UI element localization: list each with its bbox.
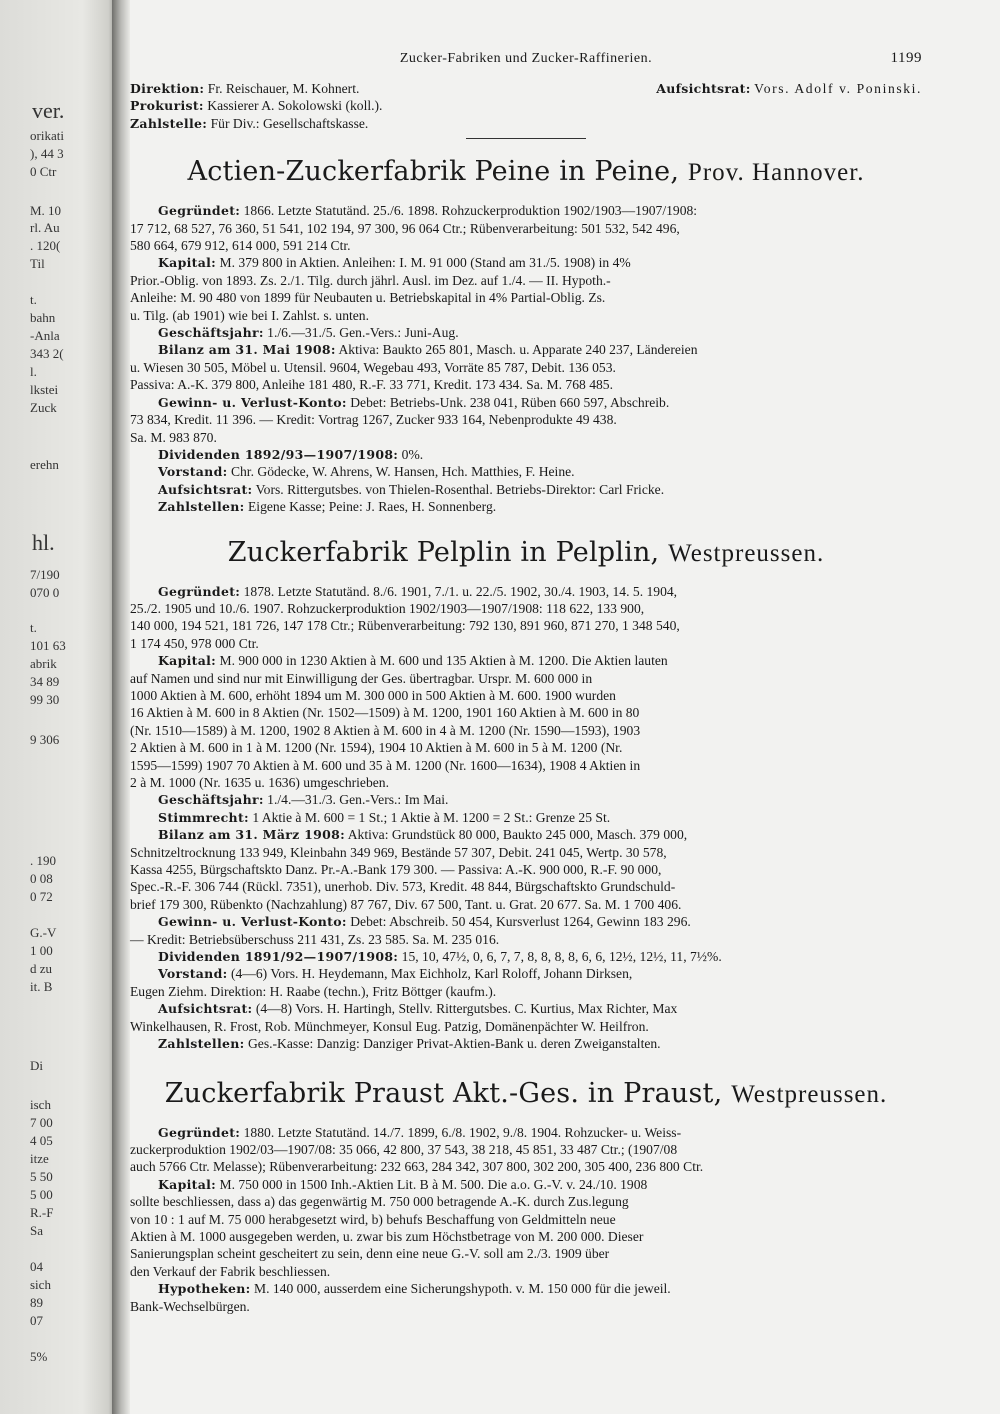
field-label: Kapital: — [158, 1176, 217, 1192]
entry-continuation-line — [130, 774, 922, 791]
entry-field-line — [130, 498, 922, 515]
field-text: Spec.-R.-F. 306 744 (Rückl. 7351), unerhob. Div. 573, Kredit. 48 844, Bürgschaftskto Grundschuld- — [130, 879, 676, 895]
company-title: Zuckerfabrik Praust Akt.-Ges. in Praust, — [164, 1077, 723, 1109]
facing-page-fragment: 1 00 — [30, 943, 53, 958]
entry-field-line — [130, 583, 922, 600]
field-label: Geschäftsjahr: — [158, 325, 264, 341]
field-label: Bilanz am 31. März 1908: — [158, 827, 346, 843]
entry-field-line — [130, 1176, 922, 1193]
entry-field-line — [130, 394, 922, 411]
entry-field-line — [130, 948, 922, 965]
entry-continuation-line — [130, 931, 922, 948]
field-text: M. 379 800 in Aktien. Anleihen: I. M. 91 000 (Stand am 31./5. 1908) in 4% — [219, 255, 631, 271]
facing-page-fragment: -Anla — [30, 328, 60, 343]
facing-page-fragment: 101 63 — [30, 638, 66, 653]
field-text: 2 à M. 1000 (Nr. 1635 u. 1636) umgeschrieben. — [130, 775, 389, 790]
facing-page-fragment: t. — [30, 292, 37, 307]
entry-continuation-line — [130, 757, 922, 774]
page-number: 1199 — [890, 50, 922, 66]
entry-field-line — [130, 791, 922, 808]
company-region: Prov. Hannover. — [687, 159, 865, 187]
field-text: 16 Aktien à M. 600 in 8 Aktien (Nr. 1502—1509) à M. 1200, 1901 160 Aktien à M. 600 in 80 — [130, 705, 640, 721]
page-content — [130, 50, 922, 1315]
field-text: Winkelhausen, R. Frost, Rob. Münchmeyer, Konsul Eug. Patzig, Domänenpächter W. Heilfron. — [130, 1018, 649, 1034]
field-label: Gegründet: — [158, 203, 241, 219]
field-text: Anleihe: M. 90 480 von 1899 für Neubauten u. Betriebskapital in 4% Partial-Oblig. Zs. — [130, 290, 606, 306]
prokurist-label: Prokurist: — [130, 98, 204, 114]
field-label: Stimmrecht: — [158, 809, 249, 825]
entry-continuation-line — [130, 600, 922, 617]
field-text: Vors. Rittergutsbes. von Thielen-Rosenthal. Betriebs-Direktor: Carl Fricke. — [255, 481, 665, 497]
facing-page-fragment: rl. Au — [30, 220, 60, 235]
entry-continuation-line — [130, 289, 922, 306]
field-text: u. Wiesen 30 505, Möbel u. Utensil. 9604, Wegebau 493, Vorräte 85 787, Debit. 136 053. — [130, 359, 616, 375]
facing-page-fragment: 9 306 — [30, 732, 60, 747]
field-label: Zahlstellen: — [158, 1036, 245, 1052]
facing-page-fragment: R.-F — [30, 1205, 54, 1220]
aufsichtsrat-text: Vors. Adolf v. Poninski. — [754, 81, 922, 96]
facing-page-fragment: Di — [30, 1058, 43, 1073]
field-text: Eigene Kasse; Peine: J. Raes, H. Sonnenberg. — [247, 499, 497, 515]
field-text: 1./4.—31./3. Gen.-Vers.: Im Mai. — [267, 792, 449, 808]
field-text: Aktiva: Grundstück 80 000, Baukto 245 000, Masch. 379 000, — [347, 827, 688, 843]
facing-page-fragment: lkstei — [30, 382, 59, 397]
field-text: 1./6.—31./5. Gen.-Vers.: Juni-Aug. — [267, 325, 459, 341]
field-label: Vorstand: — [158, 464, 228, 480]
facing-page-fragment: orikati — [30, 128, 64, 143]
entry-field-line — [130, 809, 922, 826]
field-text: auf Namen und sind nur mit Einwilligung der Ges. übertragbar. Urspr. M. 600 000 in — [130, 670, 593, 686]
facing-page-fragment: 5 00 — [30, 1187, 53, 1202]
entry-continuation-line — [130, 359, 922, 376]
entry-field-line — [130, 913, 922, 930]
entry-continuation-line — [130, 307, 922, 324]
field-text: zuckerproduktion 1902/03—1907/08: 35 066, 42 800, 37 543, 38 218, 45 851, 33 487 Ctr.; (1907/08 — [130, 1141, 678, 1157]
field-text: Ges.-Kasse: Danzig: Danziger Privat-Aktien-Bank u. deren Zweiganstalten. — [247, 1036, 661, 1052]
entry-field-line — [130, 1124, 922, 1141]
facing-page-fragment: . 120( — [30, 238, 61, 253]
field-text: 1 Aktie à M. 600 = 1 St.; 1 Aktie à M. 1200 = 2 St.: Grenze 25 St. — [252, 809, 611, 825]
field-label: Dividenden 1891/92—1907/1908: — [158, 949, 399, 965]
facing-page-fragment: itze — [30, 1151, 49, 1166]
field-label: Gegründet: — [158, 583, 241, 599]
entry-continuation-line — [130, 1018, 922, 1035]
facing-page-fragment: 5% — [30, 1349, 48, 1364]
entry-continuation-line — [130, 739, 922, 756]
entry-continuation-line — [130, 411, 922, 428]
field-text: Debet: Abschreib. 50 454, Kursverlust 1264, Gewinn 183 296. — [350, 914, 691, 930]
company-region: Westpreussen. — [668, 539, 825, 567]
entry-continuation-line — [130, 1228, 922, 1245]
facing-page-fragment: Til — [30, 256, 45, 271]
entry-continuation-line — [130, 1245, 922, 1262]
entry-field-line — [130, 1280, 922, 1297]
field-text: 580 664, 679 912, 614 000, 591 214 Ctr. — [130, 238, 351, 254]
field-text: Debet: Betriebs-Unk. 238 041, Rüben 660 597, Abschreib. — [350, 394, 670, 410]
entry-continuation-line — [130, 635, 922, 652]
facing-page-fragment: bahn — [30, 310, 56, 325]
field-text: von 10 : 1 auf M. 75 000 herabgesetzt wird, b) behufs Beschaffung von Geldmitteln neue — [130, 1211, 616, 1227]
entry-continuation-line — [130, 1158, 922, 1175]
field-text: 1595—1599) 1907 70 Aktien à M. 600 und 35 à M. 1200 (Nr. 1600—1634), 1908 4 Aktien in — [130, 757, 641, 773]
field-label: Aufsichtsrat: — [158, 481, 253, 497]
facing-page-fragment: 5 50 — [30, 1169, 53, 1184]
facing-page-fragment: ), 44 3 — [30, 146, 64, 161]
field-text: M. 750 000 in 1500 Inh.-Aktien Lit. B à M. 500. Die a.o. G.-V. v. 24./10. 1908 — [219, 1176, 648, 1192]
entry-continuation-line — [130, 844, 922, 861]
facing-page-fragment: 7/190 — [30, 567, 60, 582]
field-text: M. 900 000 in 1230 Aktien à M. 600 und 135 Aktien à M. 1200. Die Aktien lauten — [219, 653, 668, 669]
field-text: Aktiva: Baukto 265 801, Masch. u. Apparate 240 237, Ländereien — [338, 342, 698, 358]
entry-field-line — [130, 481, 922, 498]
facing-page-fragment: 07 — [30, 1313, 43, 1328]
field-label: Dividenden 1892/93—1907/1908: — [158, 446, 399, 462]
entry-field-line — [130, 324, 922, 341]
facing-page-fragment: 0 72 — [30, 889, 53, 904]
entry-continuation-line — [130, 704, 922, 721]
field-text: Schnitzeltrocknung 133 949, Kleinbahn 349 969, Bestände 57 307, Debit. 241 045, Wertp. 30 578, — [130, 844, 667, 860]
field-text: 140 000, 194 521, 181 726, 147 178 Ctr.; Rübenverarbeitung: 792 130, 891 960, 871 270, 1 348 540, — [130, 618, 680, 634]
entry-continuation-line — [130, 429, 922, 446]
entry-field-line — [130, 652, 922, 669]
facing-page-fragment: erehn — [30, 457, 59, 472]
entry-continuation-line — [130, 1141, 922, 1158]
facing-page-fragment: 34 89 — [30, 674, 60, 689]
facing-page-fragment: Zuck — [30, 400, 57, 415]
entry-continuation-line — [130, 687, 922, 704]
facing-page-fragment: G.-V — [30, 925, 57, 940]
field-label: Geschäftsjahr: — [158, 792, 264, 808]
field-text: Kassa 4255, Bürgschaftskto Danz. Pr.-A.-Bank 179 300. — Passiva: A.-K. 900 000, R.-F. 90 000, — [130, 862, 662, 878]
company-entries — [130, 157, 922, 1315]
field-text: (4—8) Vors. H. Hartingh, Stellv. Rittergutsbes. C. Kurtius, Max Richter, Max — [255, 1001, 678, 1017]
facing-page-fragment: Sa — [30, 1223, 43, 1238]
entry-continuation-line — [130, 670, 922, 687]
entry-field-line — [130, 826, 922, 843]
facing-page-fragment: 343 2( — [30, 346, 64, 361]
facing-page-edge — [0, 0, 118, 1414]
company-entry — [130, 538, 922, 1053]
field-label: Kapital: — [158, 653, 217, 669]
facing-page-fragment: 99 30 — [30, 692, 60, 707]
facing-page-fragment: 0 Ctr — [30, 164, 57, 179]
facing-page-fragment: 0 08 — [30, 871, 53, 886]
entry-field-line — [130, 965, 922, 982]
facing-page-fragment: 89 — [30, 1295, 43, 1310]
facing-page-fragment: ver. — [32, 98, 65, 123]
entry-continuation-line — [130, 878, 922, 895]
field-label: Bilanz am 31. Mai 1908: — [158, 342, 336, 358]
company-title: Zuckerfabrik Pelplin in Pelplin, — [227, 536, 660, 568]
field-text: sollte beschliessen, dass a) das gegenwärtig M. 750 000 betragende A.-K. durch Zus.legung — [130, 1194, 629, 1210]
field-text: 17 712, 68 527, 76 360, 51 541, 102 194, 97 300, 96 064 Ctr.; Rübenverarbeitung: 501 532, 542 496, — [130, 220, 680, 236]
company-region: Westpreussen. — [731, 1080, 888, 1108]
field-text: Sanierungsplan scheint gescheitert zu sein, denn eine neue G.-V. soll am 2./3. 1909 über — [130, 1246, 610, 1262]
field-text: Prior.-Oblig. von 1893. Zs. 2./1. Tilg. durch jährl. Ausl. im Dez. auf 1./4. — II. Hypoth.- — [130, 272, 611, 288]
facing-page-fragment: 070 0 — [30, 585, 60, 600]
field-text: Aktien à M. 1000 ausgegeben werden, u. zwar bis zum Höchstbetrage von M. 200 000. Dieser — [130, 1228, 644, 1244]
company-name — [130, 157, 922, 188]
facing-page-fragment: hl. — [32, 530, 55, 555]
entry-field-line — [130, 341, 922, 358]
field-label: Hypotheken: — [158, 1281, 251, 1297]
field-text: auch 5766 Ctr. Melasse); Rübenverarbeitung: 232 663, 284 342, 307 800, 302 200, 305 400, 236 800 Ctr. — [130, 1159, 704, 1175]
field-text: Sa. M. 983 870. — [130, 429, 217, 445]
field-text: — Kredit: Betriebsüberschuss 211 431, Zs. 23 585. Sa. M. 235 016. — [130, 931, 500, 947]
facing-page-fragment: . 190 — [30, 853, 56, 868]
field-label: Aufsichtsrat: — [158, 1001, 253, 1017]
field-label: Gegründet: — [158, 1124, 241, 1140]
company-entry — [130, 157, 922, 515]
aufsichtsrat-label: Aufsichtsrat: — [656, 81, 751, 96]
company-entry — [130, 1079, 922, 1315]
field-text: Passiva: A.-K. 379 800, Anleihe 181 480, R.-F. 33 771, Kredit. 173 434. Sa. M. 768 485. — [130, 377, 613, 393]
field-text: 1878. Letzte Statutänd. 8./6. 1901, 7./1. u. 22./5. 1902, 30./4. 1903, 14. 5. 1904, — [243, 583, 678, 599]
zahlstelle-text: Für Div.: Gesellschaftskasse. — [210, 115, 369, 131]
facing-page-fragment: abrik — [30, 656, 57, 671]
field-text: M. 140 000, ausserdem eine Sicherungshypoth. v. M. 150 000 für die jeweil. — [254, 1281, 671, 1297]
company-title: Actien-Zuckerfabrik Peine in Peine, — [187, 156, 680, 188]
field-text: u. Tilg. (ab 1901) wie bei I. Zahlst. s. unten. — [130, 307, 370, 323]
running-head-title: Zucker-Fabriken und Zucker-Raffinerien. — [399, 51, 653, 66]
entry-continuation-line — [130, 1263, 922, 1280]
entry-continuation-line — [130, 237, 922, 254]
entry-continuation-line — [130, 896, 922, 913]
entry-continuation-line — [130, 1193, 922, 1210]
zahlstelle-label: Zahlstelle: — [130, 115, 208, 131]
field-text: brief 179 300, Rübenkto (Nachzahlung) 87 767, Div. 67 500, Tant. u. Grat. 20 677. Sa. M. 1 700 406. — [130, 896, 682, 912]
field-label: Gewinn- u. Verlust-Konto: — [158, 394, 347, 410]
book-gutter — [112, 0, 130, 1414]
field-label: Kapital: — [158, 255, 217, 271]
separator-rule — [466, 138, 586, 139]
field-text: 1866. Letzte Statutänd. 25./6. 1898. Rohzuckerproduktion 1902/1903—1907/1908: — [243, 203, 698, 219]
entry-field-line — [130, 1035, 922, 1052]
field-text: Bank-Wechselbürgen. — [130, 1298, 250, 1314]
field-text: 73 834, Kredit. 11 396. — Kredit: Vortrag 1267, Zucker 933 164, Nebenprodukte 49 438. — [130, 412, 617, 428]
facing-page-fragment: t. — [30, 620, 37, 635]
entry-continuation-line — [130, 1211, 922, 1228]
facing-page-fragment: sich — [30, 1277, 51, 1292]
facing-page-fragment: 4 05 — [30, 1133, 53, 1148]
facing-page-fragment: M. 10 — [30, 203, 62, 218]
entry-continuation-line — [130, 376, 922, 393]
field-text: (4—6) Vors. H. Heydemann, Max Eichholz, Karl Roloff, Johann Dirksen, — [230, 966, 633, 982]
field-text: 1880. Letzte Statutänd. 14./7. 1899, 6./8. 1902, 9./8. 1904. Rohzucker- u. Weiss- — [243, 1124, 682, 1140]
previous-entry-tail — [130, 80, 922, 132]
entry-continuation-line — [130, 272, 922, 289]
entry-field-line — [130, 1000, 922, 1017]
entry-continuation-line — [130, 983, 922, 1000]
entry-continuation-line — [130, 617, 922, 634]
entry-field-line — [130, 446, 922, 463]
facing-page-fragment: 04 — [30, 1259, 43, 1274]
company-name — [130, 1079, 922, 1110]
facing-page-fragment: d zu — [30, 961, 53, 976]
field-text: den Verkauf der Fabrik beschliessen. — [130, 1263, 331, 1279]
entry-continuation-line — [130, 722, 922, 739]
field-text: (Nr. 1510—1589) à M. 1200, 1902 8 Aktien à M. 600 in 4 à M. 1200 (Nr. 1590—1593), 1903 — [130, 722, 641, 738]
field-text: 1 174 450, 978 000 Ctr. — [130, 635, 259, 651]
running-head — [130, 50, 922, 80]
field-label: Vorstand: — [158, 966, 228, 982]
field-label: Gewinn- u. Verlust-Konto: — [158, 914, 347, 930]
field-label: Zahlstellen: — [158, 499, 245, 515]
prokurist-text: Kassierer A. Sokolowski (koll.). — [207, 98, 383, 114]
field-text: Eugen Ziehm. Direktion: H. Raabe (techn.), Fritz Böttger (kaufm.). — [130, 983, 497, 999]
facing-page-fragment: 7 00 — [30, 1115, 53, 1130]
field-text: 2 Aktien à M. 600 in 1 à M. 1200 (Nr. 1594), 1904 10 Aktien à M. 600 in 5 à M. 1200 (Nr. — [130, 740, 623, 756]
entry-continuation-line — [130, 1298, 922, 1315]
field-text: 0%. — [401, 446, 424, 462]
field-text: 25./2. 1905 und 10./6. 1907. Rohzuckerproduktion 1902/1903—1907/1908: 118 622, 133 900, — [130, 600, 645, 616]
facing-page-fragment: l. — [30, 364, 37, 379]
field-text: Chr. Gödecke, W. Ahrens, W. Hansen, Hch. Matthies, F. Heine. — [230, 464, 575, 480]
facing-page-fragment: it. B — [30, 979, 53, 994]
entry-continuation-line — [130, 861, 922, 878]
company-name — [130, 538, 922, 569]
entry-field-line — [130, 463, 922, 480]
field-text: 15, 10, 47½, 0, 6, 7, 7, 8, 8, 8, 8, 6, 6, 12½, 12½, 11, 7½%. — [401, 949, 722, 965]
direktion-label: Direktion: — [130, 81, 205, 96]
entry-field-line — [130, 254, 922, 271]
entry-field-line — [130, 202, 922, 219]
field-text: 1000 Aktien à M. 600, erhöht 1894 um M. 300 000 in 500 Aktien à M. 600. 1900 wurden — [130, 687, 616, 703]
direktion-text: Fr. Reischauer, M. Kohnert. — [207, 81, 360, 96]
facing-page-fragment: isch — [30, 1097, 51, 1112]
entry-continuation-line — [130, 220, 922, 237]
